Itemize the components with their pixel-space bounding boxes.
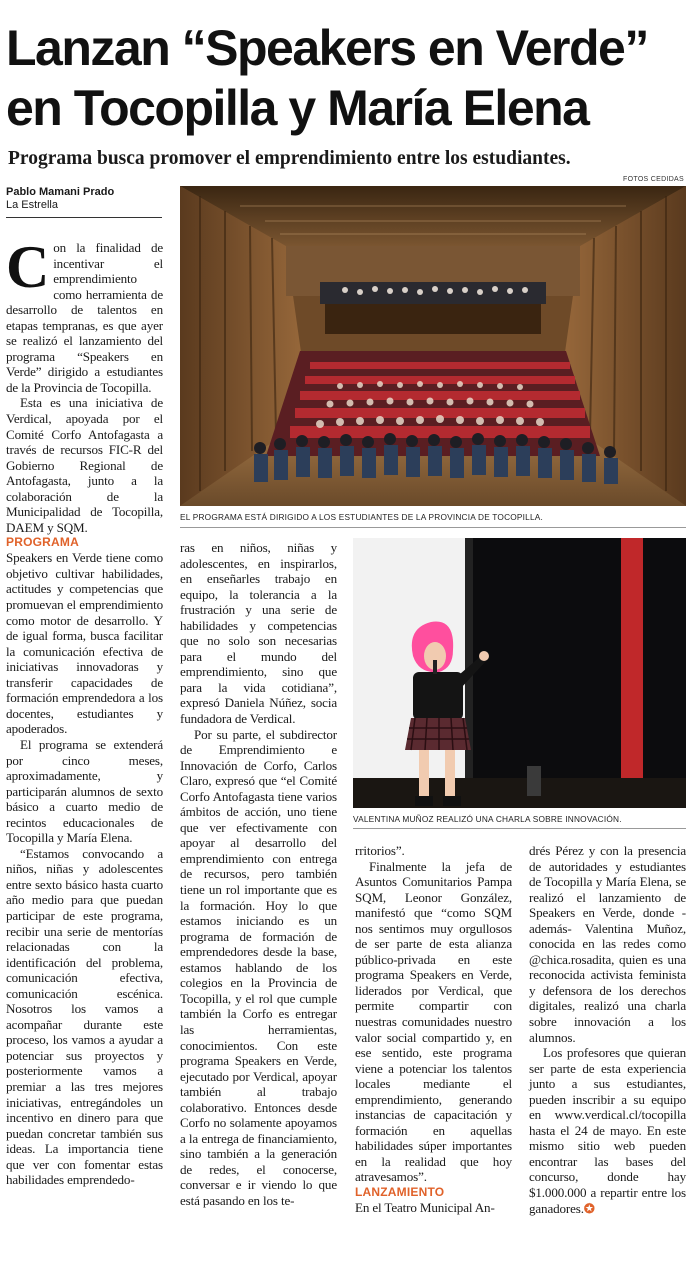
theater-photo — [180, 186, 686, 506]
paragraph-6-part-2: rritorios”. — [355, 843, 405, 858]
article-column-2 — [180, 540, 337, 1209]
byline — [6, 186, 162, 218]
paragraph-7: Finalmente la jefa de Asuntos Comunitarios Pampa SQM, Leonor González, manifestó que “como SQM nos sentimos muy orgullosos de ser parte de esta alianza público-privada en este programa Speakers en Verde, liderados por Verdical, que permite compartir con nuestras comunidades nuestro valor social compartido y, en ese sentido, este programa viene a potenciar los talentos locales mediante el emprendimiento, generando instancias de capacitación y formación en aquellas habilidades súper importantes en la realidad que hoy atravesamos”. — [355, 858, 512, 1185]
paragraph-8-part-1: En el Teatro Municipal An- — [355, 1200, 495, 1216]
speaker-photo-caption: VALENTINA MUÑOZ REALIZÓ UNA CHARLA SOBRE INNOVACIÓN. — [353, 814, 622, 824]
paragraph-4: El programa se extenderá por cinco meses, aproximadamente, y participarán alumnos de sexto básico a cuarto medio de recintos educacionales de Tocopilla y María Elena. — [6, 736, 163, 846]
author-name: Pablo Mamani Prado — [6, 186, 115, 198]
section-heading-lanzamiento: LANZAMIENTO — [355, 1185, 445, 1200]
speaker-photo — [353, 538, 686, 808]
theater-photo-illustration — [180, 186, 686, 506]
outlet-name: La Estrella — [6, 199, 58, 211]
headline-line-2: en Tocopilla y María Elena — [6, 80, 589, 136]
section-heading-programa: PROGRAMA — [6, 535, 79, 550]
article-column-4 — [529, 843, 686, 1216]
headline — [6, 18, 686, 138]
paragraph-1 — [6, 234, 163, 395]
drop-cap: C — [6, 234, 50, 300]
subheadline: Programa busca promover el emprendimiento entre los estudiantes. — [8, 148, 571, 169]
paragraph-2: Esta es una iniciativa de Verdical, apoyada por el Comité Corfo Antofagasta a través de recursos FIC-R del Gobierno Regional de Antofagasta, junto a la colaboración de la Municipalidad de Tocopilla, DAEM y SQM. — [6, 395, 163, 535]
caption-divider — [180, 527, 686, 528]
paragraph-5-part-1: “Estamos convocando a niños, niñas y adolescentes entre sexto básico hasta cuarto año medio para que puedan participar de este programa, recibir una serie de mentorías relacionadas con la identificación del problema, comunicación efectiva, comunicación escénica. Nosotros los vamos a acompañar durante este proceso, los vamos a ayudar a potenciar sus proyectos y posteriormente vamos a premiar a las tres mejores iniciativas, entregándoles un incentivo en dinero para que puedan concretar también sus ideas. La importancia tiene que ver con fomentar estas habilidades emprendedo- — [6, 845, 163, 1188]
paragraph-8-part-2: drés Pérez y con la presencia de autoridades y estudiantes de Tocopilla y María Elena, se realizó el lanzamiento de Speakers en Verde, donde -además- Valentina Muñoz, conocida en las redes como @chica.rosadita, quien es una reconocida activista feminista y defensora de los derechos digitales, realizó una charla sobre innovación a los alumnos. — [529, 843, 686, 1045]
headline-line-1: Lanzan “Speakers en Verde” — [6, 20, 648, 76]
paragraph-9-text: Los profesores que quieran ser parte de esta experiencia junto a sus estudiantes, pueden inscribir a su equipo en www.verdical.cl/tocopilla hasta el 24 de mayo. En este mismo sitio web pueden encontrar las bases del concurso, donde hay $1.000.000 a repartir entre los ganadores. — [529, 1045, 686, 1216]
paragraph-6-part-1: Por su parte, el subdirector de Emprendimiento e Innovación de Corfo, Carlos Claro, expresó que “el Comité Corfo Antofagasta tiene varios ámbitos de acción, uno tiene que ver efectivamente con apoyar al desarrollo del emprendimiento con entrega de recursos, pero también tiene un rol importante que es la formación. Hoy lo que estamos iniciando es un programa de formación de emprendedores desde la base, estamos hablando de los colegios en la Provincia de Tocopilla, y el rol que cumple también la Corfo es entregar las herramientas, conocimientos. Con este programa Speakers en Verde, ejecutado por Verdical, apoyar también al trabajo colaborativo. Entonces desde Corfo no solamente apoyamos a la entrega de financiamiento, sino también a la generación de redes, el conocerse, conversar e ir viendo lo que está pasando en los te- — [180, 726, 337, 1208]
paragraph-9 — [529, 1045, 686, 1216]
theater-photo-caption: EL PROGRAMA ESTÁ DIRIGIDO A LOS ESTUDIANTES DE LA PROVINCIA DE TOCOPILLA. — [180, 512, 544, 522]
speaker-photo-illustration — [353, 538, 686, 808]
paragraph-1-text: on la finalidad de incentivar el emprendimiento como herramienta de desarrollo de talentos en etapas tempranas, es que ayer se realizó el lanzamiento del programa “Speakers en Verde” dirigido a estudiantes de la Provincia de Tocopilla. — [6, 240, 163, 395]
photo-credit: FOTOS CEDIDAS — [623, 176, 684, 183]
article-column-3 — [355, 843, 512, 1216]
paragraph-3: Speakers en Verde tiene como objetivo cultivar habilidades, actitudes y competencias que promuevan el emprendimiento como motor de desarrollo. Y de igual forma, busca facilitar la comunicación efectiva de iniciativas innovadoras y transferir capacidades de formación emprendedora a los docentes, estudiantes y apoderados. — [6, 550, 163, 737]
article-column-1 — [6, 234, 163, 1188]
end-mark-icon: ✪ — [583, 1200, 595, 1216]
paragraph-5-part-2: ras en niños, niñas y adolescentes, en inspirarlos, en enseñarles trabajo en equipo, la tolerancia a la frustración y una serie de habilidades y competencias que no solo son necesarias para el mundo del emprendimiento, sino que para la vida cotidiana”, expresó Daniela Núñez, socia fundadora de Verdical. — [180, 540, 337, 727]
speaker-caption-divider — [353, 828, 686, 829]
